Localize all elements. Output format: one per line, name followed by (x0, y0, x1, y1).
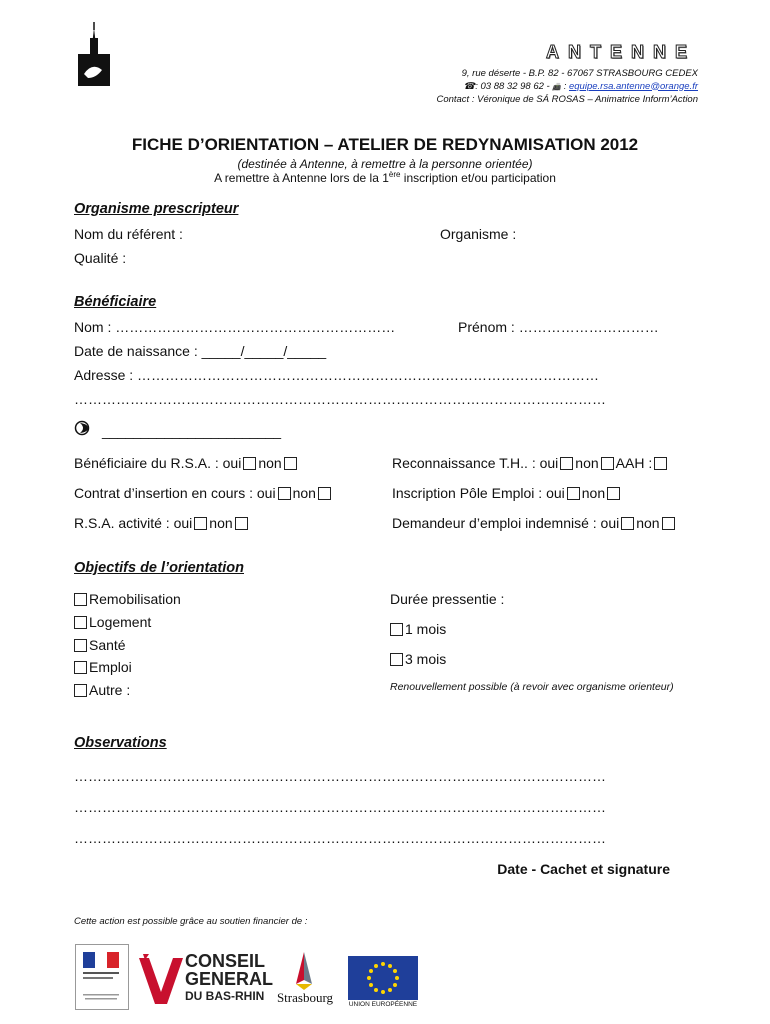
duree-3-label: 3 mois (405, 651, 447, 667)
cg-line2: GENERAL (185, 969, 274, 989)
signature-label: Date - Cachet et signature (497, 861, 670, 877)
adresse-field[interactable]: Adresse : ……………………………………………………………………………………… (74, 367, 600, 383)
rsa-activite-non-label: non (209, 515, 233, 531)
subtitle: (destinée à Antenne, à remettre à la personne orientée) (237, 157, 533, 171)
th-row (392, 455, 669, 471)
pole-emploi-non-checkbox[interactable] (607, 487, 620, 500)
emploi-checkbox[interactable] (74, 661, 87, 674)
pole-emploi-label: Inscription Pôle Emploi : oui (392, 485, 565, 501)
demandeur-label: Demandeur d’emploi indemnisé : oui (392, 515, 620, 531)
email-link[interactable]: equipe.rsa.antenne@orange.fr (568, 80, 698, 92)
th-label: Reconnaissance T.H.. : oui (392, 455, 559, 471)
funding-note: Cette action est possible grâce au soutien financier de : (74, 916, 308, 927)
eu-label: UNION EUROPÉENNE (348, 1001, 418, 1008)
rsa-label: Bénéficiaire du R.S.A. : oui (74, 455, 242, 471)
autre-checkbox[interactable] (74, 684, 87, 697)
phone-icon (74, 420, 92, 436)
rsa-activite-oui-checkbox[interactable] (194, 517, 207, 530)
remobilisation-label: Remobilisation (89, 591, 181, 607)
qualite-field[interactable]: Qualité : (74, 250, 127, 266)
section-objectifs: Objectifs de l’orientation (74, 560, 244, 576)
objectif-sante (74, 637, 126, 653)
rsa-row (74, 455, 299, 471)
logement-checkbox[interactable] (74, 616, 87, 629)
demandeur-non-label: non (636, 515, 660, 531)
contrat-row (74, 485, 333, 501)
aah-label: AAH : (615, 455, 653, 471)
autre-label: Autre : (89, 682, 131, 698)
eu-flag-icon (348, 956, 418, 1000)
emploi-label: Emploi (89, 659, 132, 675)
strasbourg-mark-icon (288, 950, 320, 990)
th-oui-checkbox[interactable] (560, 457, 573, 470)
duree-1-label: 1 mois (405, 621, 447, 637)
objectif-emploi (74, 659, 132, 675)
th-non-checkbox[interactable] (601, 457, 614, 470)
sante-checkbox[interactable] (74, 639, 87, 652)
demandeur-non-checkbox[interactable] (662, 517, 675, 530)
delivery-note (0, 170, 770, 185)
eu-logo (348, 956, 418, 1010)
th-non-label: non (575, 455, 599, 471)
antenne-logo-icon (78, 22, 110, 86)
rsa-non-checkbox[interactable] (284, 457, 297, 470)
rsa-activite-non-checkbox[interactable] (235, 517, 248, 530)
phone-field[interactable]: _______________________ (102, 423, 282, 439)
demandeur-oui-checkbox[interactable] (621, 517, 634, 530)
page-title: FICHE D’ORIENTATION – ATELIER DE REDYNAMISATION 2012 (131, 135, 639, 154)
contact-line: Contact : Véronique de SÁ ROSAS – Animatrice Inform’Action (436, 94, 698, 105)
logement-label: Logement (89, 614, 152, 630)
rsa-activite-label: R.S.A. activité : oui (74, 515, 193, 531)
cg-line3: DU BAS-RHIN (185, 989, 265, 1003)
section-observations: Observations (74, 735, 167, 751)
header-address (436, 68, 698, 107)
contrat-non-label: non (292, 485, 316, 501)
demandeur-row (392, 515, 677, 531)
pole-emploi-non-label: non (581, 485, 606, 501)
conseil-general-mark-icon (137, 952, 185, 1010)
duree-3-checkbox[interactable] (390, 653, 403, 666)
rsa-oui-checkbox[interactable] (243, 457, 256, 470)
note-before: A remettre à Antenne lors de la 1 (214, 171, 389, 185)
nom-field[interactable]: Nom : …………………………………………………… (74, 319, 396, 335)
strasbourg-logo (270, 950, 340, 1010)
phone-text: ☎: 03 88 32 98 62 - (463, 80, 553, 92)
republique-francaise-logo-icon (75, 944, 129, 1010)
duree-label: Durée pressentie : (390, 591, 505, 607)
email-separator: : (561, 80, 569, 92)
fax-icon: 📠 (552, 83, 562, 91)
sante-label: Santé (89, 637, 126, 653)
pole-emploi-row (392, 485, 622, 501)
section-prescripteur: Organisme prescripteur (74, 201, 239, 217)
duree-1-mois (390, 621, 446, 637)
observation-line-1[interactable]: …………………………………………………………………………………………………… (74, 768, 606, 784)
section-beneficiaire: Bénéficiaire (74, 294, 157, 310)
conseil-general-logo (137, 951, 274, 1010)
pole-emploi-oui-checkbox[interactable] (567, 487, 580, 500)
contrat-label: Contrat d’insertion en cours : oui (74, 485, 276, 501)
cg-line1: CONSEIL (185, 951, 266, 971)
objectif-remobilisation (74, 591, 181, 607)
note-after: inscription et/ou participation (400, 171, 556, 185)
objectif-autre (74, 682, 130, 698)
date-naissance-field[interactable]: Date de naissance : _____/_____/_____ (74, 343, 327, 359)
rsa-non-label: non (258, 455, 282, 471)
address-line: 9, rue déserte - B.P. 82 - 67067 STRASBOURG CEDEX (461, 68, 698, 79)
duree-1-checkbox[interactable] (390, 623, 403, 636)
aah-checkbox[interactable] (654, 457, 667, 470)
duree-3-mois (390, 651, 446, 667)
rsa-activite-row (74, 515, 250, 531)
objectif-logement (74, 614, 151, 630)
nom-referent-field[interactable]: Nom du référent : (74, 226, 183, 242)
strasbourg-label: Strasbourg (276, 990, 334, 1005)
observation-line-3[interactable]: …………………………………………………………………………………………………… (74, 830, 606, 846)
renouvellement-note: Renouvellement possible (à revoir avec organisme orienteur) (390, 681, 674, 693)
phone-email-line (436, 81, 698, 95)
brand-name: ANTENNE (545, 42, 696, 62)
contrat-oui-checkbox[interactable] (278, 487, 291, 500)
note-sup: ère (388, 170, 401, 179)
contrat-non-checkbox[interactable] (318, 487, 331, 500)
organisme-field[interactable]: Organisme : (440, 226, 517, 242)
observation-line-2[interactable]: …………………………………………………………………………………………………… (74, 799, 606, 815)
remobilisation-checkbox[interactable] (74, 593, 87, 606)
prenom-field[interactable]: Prénom : ………………………… (458, 319, 659, 335)
adresse-continued-field[interactable]: …………………………………………………………………………………………………… (74, 391, 606, 407)
